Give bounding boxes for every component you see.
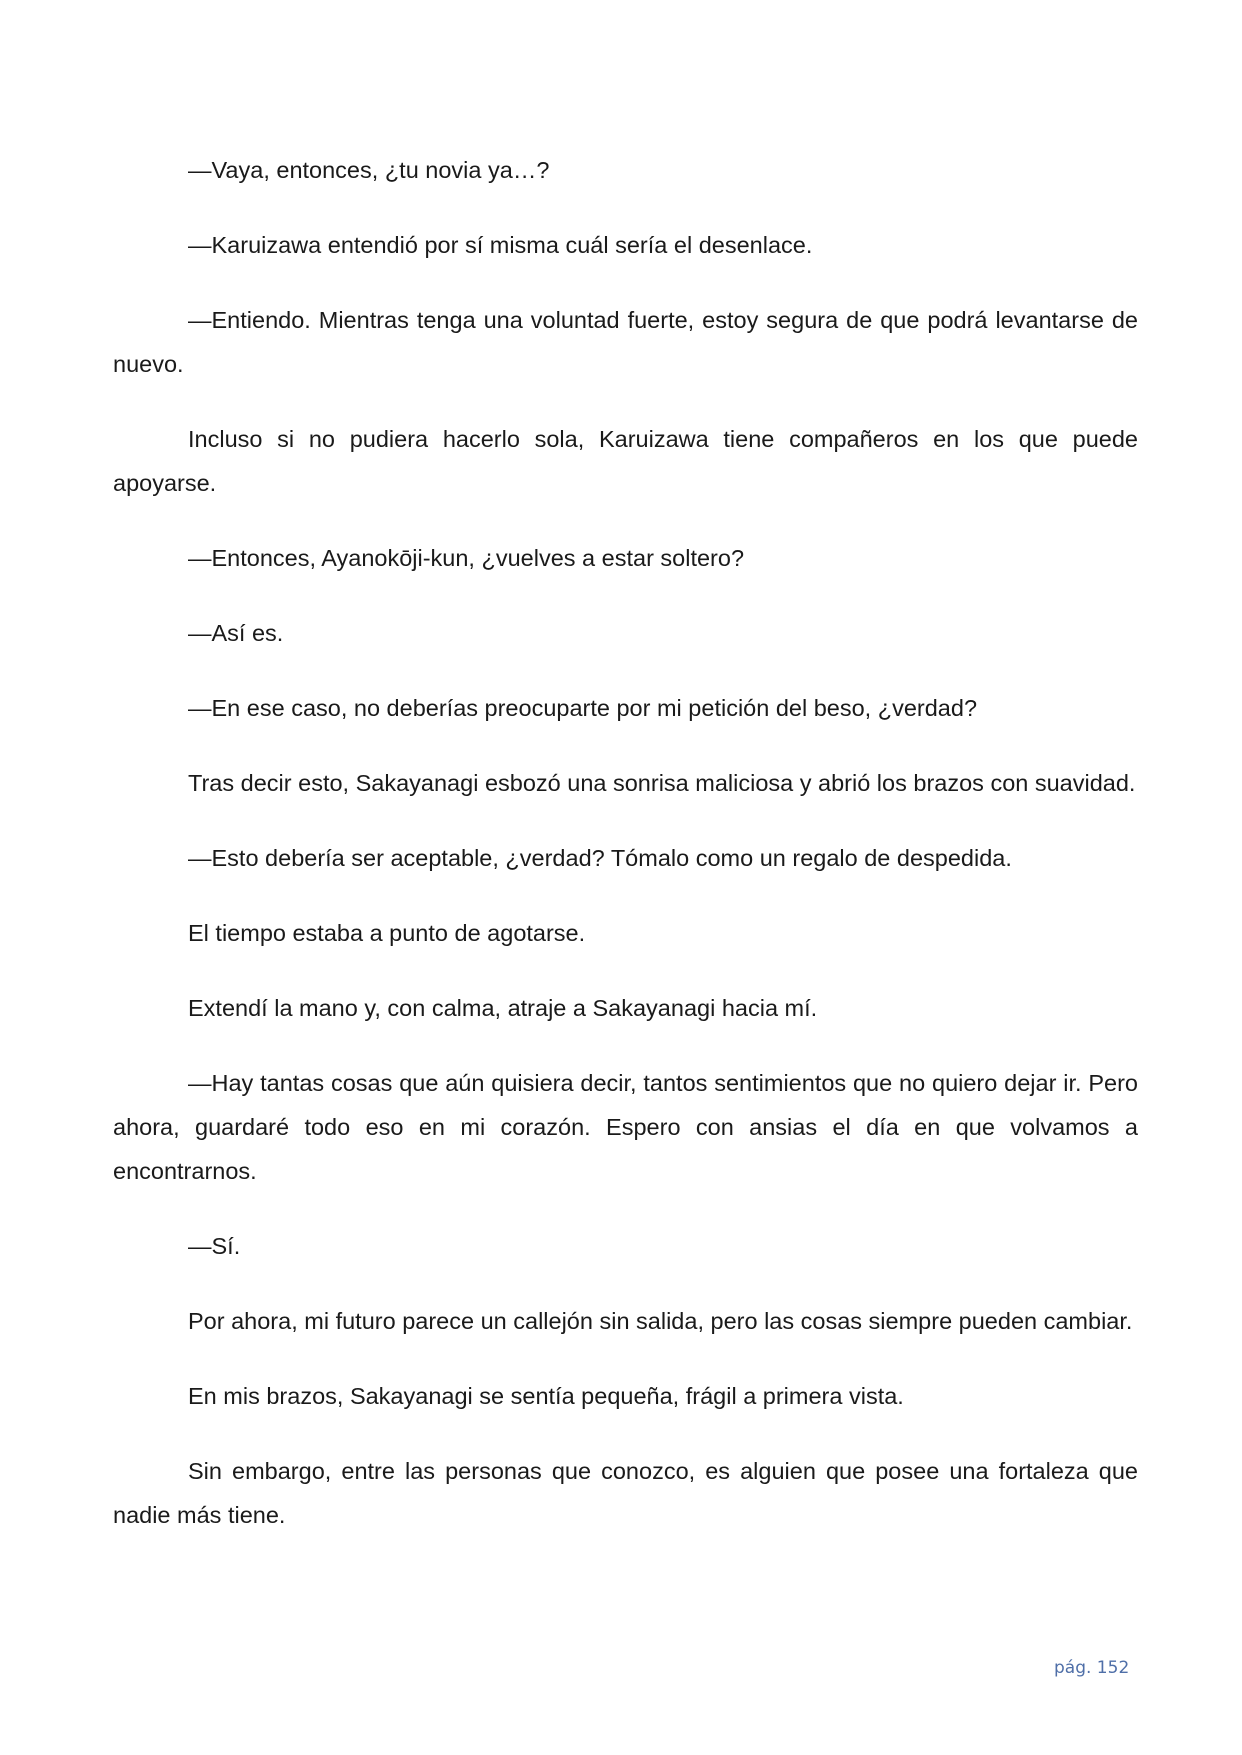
paragraph: El tiempo estaba a punto de agotarse. bbox=[188, 920, 586, 946]
paragraph: —Vaya, entonces, ¿tu novia ya…? bbox=[188, 157, 550, 183]
paragraph: —Hay tantas cosas que aún quisiera decir, tantos sentimientos que no quiero dejar ir. Pero ahora, guardaré todo eso en mi corazón. Espero con ansias el día en que volvamos a encontrarnos. bbox=[113, 1070, 1138, 1184]
paragraph: En mis brazos, Sakayanagi se sentía pequeña, frágil a primera vista. bbox=[188, 1383, 904, 1409]
paragraph: Por ahora, mi futuro parece un callejón sin salida, pero las cosas siempre pueden cambiar. bbox=[188, 1308, 1133, 1334]
paragraph: Sin embargo, entre las personas que conozco, es alguien que posee una fortaleza que nadie más tiene. bbox=[113, 1458, 1138, 1528]
paragraph: —En ese caso, no deberías preocuparte por mi petición del beso, ¿verdad? bbox=[188, 695, 978, 721]
page-number: pág. 152 bbox=[1054, 1658, 1130, 1678]
paragraph: Tras decir esto, Sakayanagi esbozó una sonrisa maliciosa y abrió los brazos con suavidad. bbox=[188, 770, 1136, 796]
paragraph: —Así es. bbox=[188, 620, 284, 646]
paragraph: Extendí la mano y, con calma, atraje a Sakayanagi hacia mí. bbox=[188, 995, 818, 1021]
document-page-body bbox=[113, 148, 1138, 1568]
paragraph: —Entiendo. Mientras tenga una voluntad fuerte, estoy segura de que podrá levantarse de nuevo. bbox=[113, 307, 1138, 377]
paragraph: —Sí. bbox=[188, 1233, 241, 1259]
paragraph: —Esto debería ser aceptable, ¿verdad? Tómalo como un regalo de despedida. bbox=[188, 845, 1012, 871]
paragraph: —Entonces, Ayanokōji-kun, ¿vuelves a estar soltero? bbox=[188, 545, 745, 571]
paragraph: Incluso si no pudiera hacerlo sola, Karuizawa tiene compañeros en los que puede apoyarse. bbox=[113, 426, 1138, 496]
paragraph: —Karuizawa entendió por sí misma cuál sería el desenlace. bbox=[188, 232, 813, 258]
